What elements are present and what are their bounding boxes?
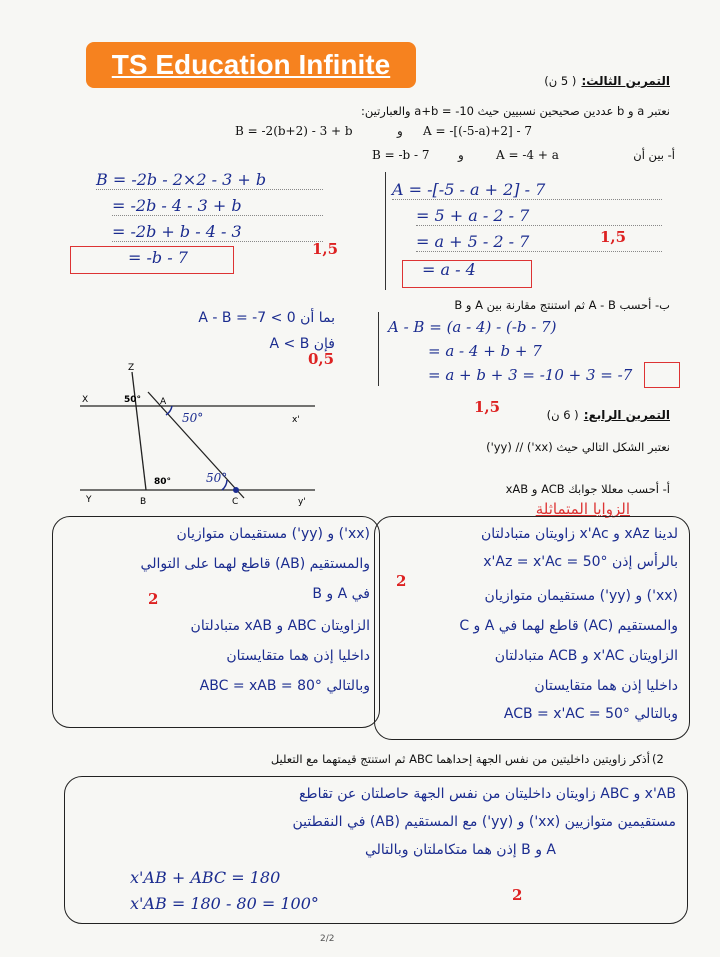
and-word-2: و: [458, 148, 464, 162]
work-a-line-4: = a - 4: [422, 260, 476, 279]
left-box-line-4: الزاويتان ABC و xAB متبادلتان: [190, 618, 370, 634]
right-box-line-6: داخليا إذن هما متقايستان: [534, 678, 678, 694]
exercise-4-question-1: أ- أحسب معللا جوابك ACB و xAB: [505, 482, 670, 496]
bottom-box-line-4: x'AB + ABC = 180: [130, 868, 281, 887]
question-1-label: أ- بين أن: [633, 148, 675, 162]
exercise-4-question-2: أذكر زاويتين داخليتين من نفس الجهة إحداهما ABC ثم استنتج قيمتهما مع التعليل: [270, 752, 650, 766]
exercise-3-intro: نعتبر a و b عددين صحيحين نسبيين حيث a+b = -10 والعبارتين:: [360, 104, 670, 118]
column-divider-1: [385, 172, 386, 290]
left-box-line-5: داخليا إذن هما متقايستان: [226, 648, 370, 664]
right-box-line-1: لدينا xAz و x'Ac زاويتان متبادلتان: [481, 526, 678, 542]
line-ab: [132, 372, 146, 490]
column-divider-2: [378, 312, 379, 386]
expression-b: B = -2(b+2) - 3 + b: [235, 124, 353, 138]
exercise-4-question-2-number: (2: [652, 752, 664, 766]
result-box-a: [402, 260, 532, 288]
answer-box-right-text: [388, 526, 678, 731]
work-b-line-1: B = -2b - 2×2 - 3 + b: [96, 170, 323, 190]
exercise-4-points: ( 6 ن): [546, 408, 579, 422]
label-y-prime: y': [298, 497, 306, 507]
q2-conclusion-line-1: بما أن A - B = -7 < 0: [198, 310, 335, 326]
grade-mark-1: 1,5: [312, 240, 339, 258]
grade-mark-6: 2: [396, 572, 407, 590]
left-box-line-1: (xx') و (yy') مستقيمان متوازيان: [176, 526, 370, 542]
exercise-3-expressions: [235, 124, 675, 142]
work-b-line-4: = -b - 7: [128, 248, 188, 267]
work-b-line-3: = -2b + b - 4 - 3: [112, 222, 323, 242]
left-box-line-6: وبالتالي ABC = xAB = 80°: [199, 678, 370, 694]
answer-box-bottom-text: [80, 786, 676, 918]
angle-mark-c: 50°: [206, 471, 228, 485]
expression-a: A = -[(-5-a)+2] - 7: [423, 124, 533, 138]
label-z: Z: [128, 363, 135, 373]
q2-calc-line-2: = a - 4 + b + 7: [428, 342, 542, 360]
brand-banner: TS Education Infinite: [86, 42, 416, 88]
question-1-a: A = -4 + a: [496, 148, 559, 162]
label-c: C: [232, 497, 239, 507]
exercise-4-intro: نعتبر الشكل التالي حيث (xx') // (yy'): [486, 440, 670, 454]
angle-label-50: 50°: [124, 395, 142, 405]
label-x-prime: x': [292, 415, 300, 425]
label-x: X: [82, 395, 89, 405]
label-a: A: [160, 397, 167, 407]
exercise-3-points: ( 5 ن): [544, 74, 577, 88]
angle-mark-a: 50°: [182, 411, 204, 425]
right-box-line-2: بالرأس إذن x'Az = x'Ac = 50°: [483, 554, 678, 570]
work-a-line-3: = a + 5 - 2 - 7: [416, 232, 662, 252]
geometry-figure: [80, 362, 340, 522]
work-a-line-2: = 5 + a - 2 - 7: [416, 206, 662, 226]
label-y: Y: [86, 495, 92, 505]
bottom-box-line-2: مستقيمين متوازيين (xx') و (yy') مع المستقيم (AB) في النقطتين: [292, 814, 676, 830]
grade-mark-3: 0,5: [308, 350, 335, 368]
exercise-3-header: [520, 70, 670, 89]
left-box-line-2: والمستقيم (AB) قاطع لهما على التوالي: [140, 556, 370, 572]
and-word-1: و: [397, 124, 403, 138]
page-number: 2/2: [320, 934, 335, 944]
left-box-line-3: في A و B: [312, 586, 370, 602]
right-box-line-5: الزاويتان x'AC و ACB متبادلتان: [494, 648, 678, 664]
section-heading-corresponding-angles: الزوايا المتماثلة: [535, 500, 630, 518]
result-box-diff: [644, 362, 680, 388]
question-1-b: B = -b - 7: [372, 148, 430, 162]
grade-mark-2: 1,5: [600, 228, 627, 246]
q2-calculation: [388, 318, 680, 388]
q2-conclusion-line-2: فإن A < B: [269, 336, 335, 352]
arc-a: [166, 406, 172, 415]
right-box-line-4: والمستقيم (AC) قاطع لهما في A و C: [459, 618, 678, 634]
exercise-4-header: [520, 404, 670, 423]
grade-mark-5: 2: [148, 590, 159, 608]
right-box-line-3: (xx') و (yy') مستقيمان متوازيان: [484, 588, 678, 604]
work-b-line-2: = -2b - 4 - 3 + b: [112, 196, 323, 216]
q2-conclusion: [100, 310, 335, 362]
bottom-box-line-1: x'AB و ABC زاويتان داخليتان من نفس الجهة حاصلتان عن تقاطع: [298, 786, 676, 802]
work-a-line-1: A = -[-5 - a + 2] - 7: [392, 180, 662, 200]
bottom-box-line-5: x'AB = 180 - 80 = 100°: [130, 894, 319, 913]
q2-calc-line-1: A - B = (a - 4) - (-b - 7): [388, 318, 557, 336]
exercise-4-title: التمرين الرابع:: [583, 408, 670, 422]
bottom-box-line-3: A و B إذن هما متكاملتان وبالتالي: [364, 842, 556, 858]
grade-mark-4: 1,5: [474, 398, 501, 416]
answer-box-left-text: [90, 526, 370, 721]
question-1: [372, 148, 682, 166]
right-box-line-7: وبالتالي ACB = x'AC = 50°: [503, 706, 678, 722]
label-b: B: [140, 497, 147, 507]
point-c: [233, 487, 239, 493]
q2-calc-line-3: = a + b + 3 = -10 + 3 = -7: [428, 366, 633, 384]
angle-label-80: 80°: [154, 477, 172, 487]
grade-mark-7: 2: [512, 886, 523, 904]
exercise-3-title: التمرين الثالث:: [581, 74, 670, 88]
result-box-b: [70, 246, 234, 274]
question-2: ب- أحسب A - B ثم استنتج مقارنة بين A و B: [454, 298, 670, 312]
